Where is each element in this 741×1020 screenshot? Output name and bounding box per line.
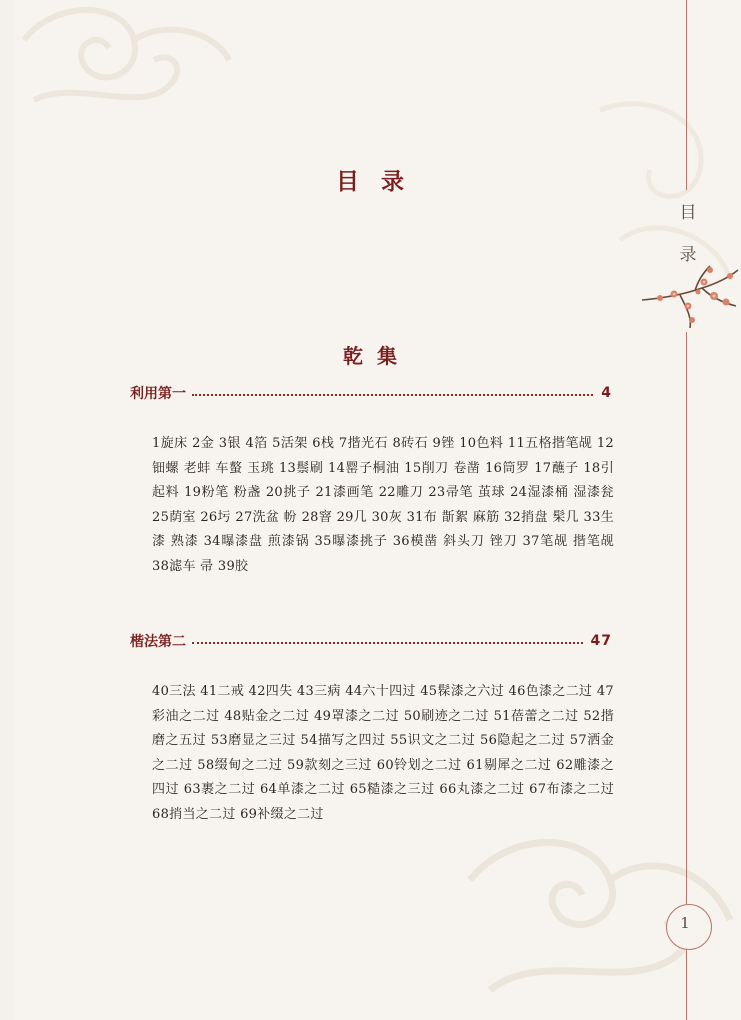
side-title-char: 目: [679, 203, 697, 223]
toc-entry-list: 40三法 41二戒 42四失 43三病 44六十四过 45髹漆之六过 46色漆之二过 47彩油之二过 48贴金之二过 49罩漆之二过 50刷迹之二过 51蓓蕾之二过 52揩磨之五过 53磨显之三过 54描写之四过 55识文之二过 56隐起之二过 57洒金之二过 58缀甸之二过 59款刻之三过 60铃划之二过 61剔犀之二过 62雕漆之四过 63裹之二过 64单漆之二过 65糙漆之三过 66丸漆之二过 67布漆之二过 68捎当之二过 69补缀之二过: [152, 684, 614, 822]
toc-page-number: 47: [590, 633, 612, 649]
toc-section-heading[interactable]: [130, 630, 612, 652]
side-title-char: 录: [679, 245, 697, 265]
page-number: 1: [680, 914, 690, 932]
toc-leader-dots: [192, 394, 593, 396]
toc-section-label: 利用第一: [130, 386, 186, 402]
toc-section-heading[interactable]: [130, 382, 612, 404]
side-divider-line: [686, 948, 687, 1020]
toc-entry-list: 1旋床 2金 3银 4箔 5活架 6栈 7揩光石 8砖石 9锉 10色料 11五格揩笔觇 12钿螺 老蚌 车螯 玉珧 13鬃刷 14罂子桐油 15削刀 卷凿 16筒罗 17蘸子 18引起料 19粉笔 粉盏 20挑子 21漆画笔 22雕刀 23帚笔 茧球 24湿漆桶 湿漆瓮 25荫室 26圬 27洗盆 帉 28窨 29几 30灰 31布 斮絮 麻筋 32捎盘 髤几 33生漆 熟漆 34曝漆盘 煎漆锅 35曝漆挑子 36模凿 斜头刀 锉刀 37笔觇 揩笔觇 38滤车 帚 39胶: [152, 436, 614, 574]
side-divider-line: [686, 332, 687, 904]
plum-blossom-decoration: [640, 262, 740, 332]
page-title: 目录: [336, 168, 426, 195]
toc-leader-dots: [192, 642, 583, 644]
toc-section-label: 楷法第二: [130, 634, 186, 650]
toc-page-number: 4: [601, 385, 612, 401]
volume-title: 乾集: [343, 344, 411, 368]
side-divider-line: [686, 0, 687, 190]
